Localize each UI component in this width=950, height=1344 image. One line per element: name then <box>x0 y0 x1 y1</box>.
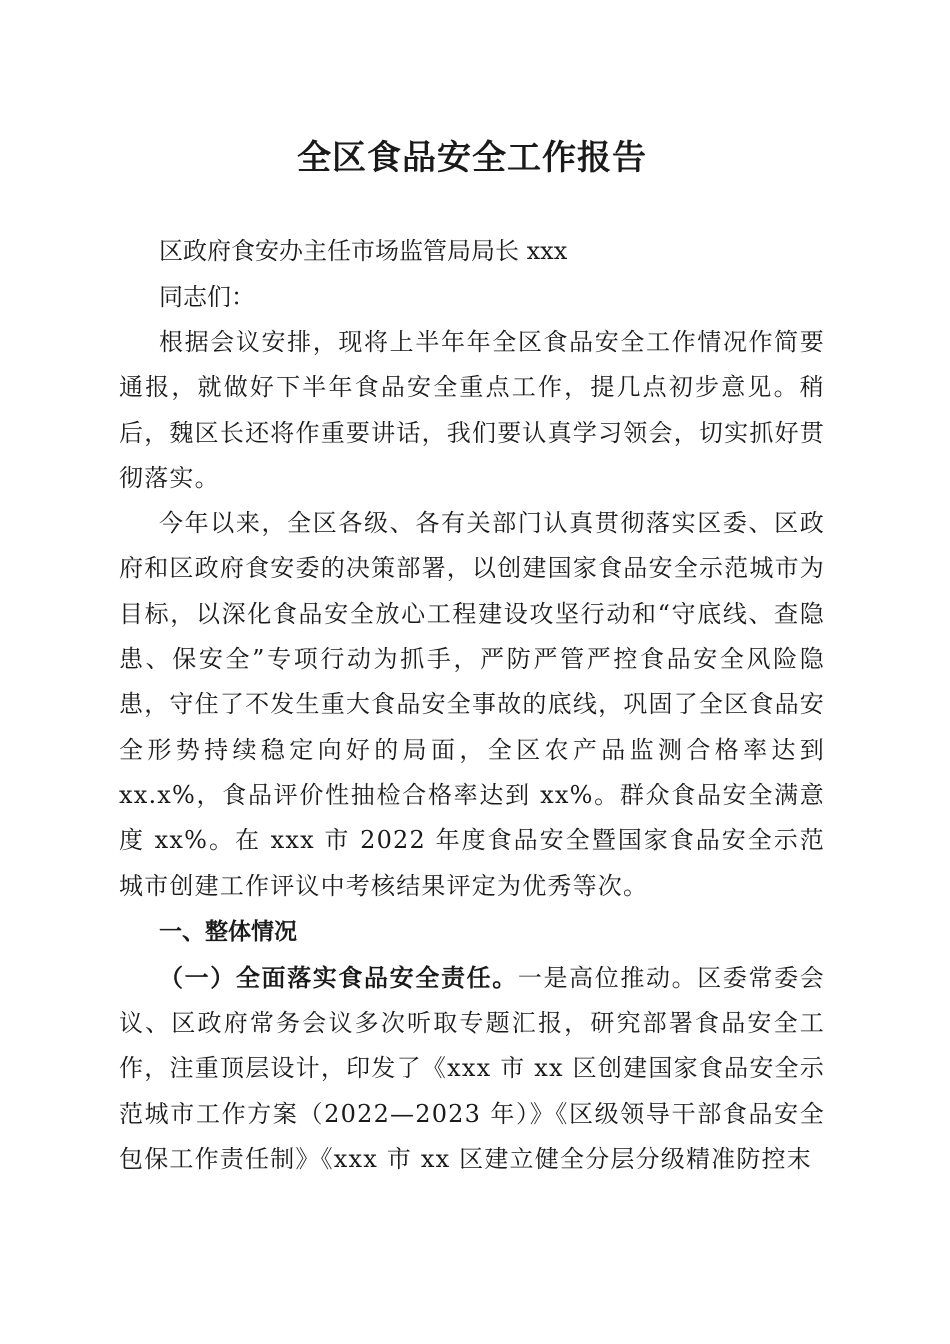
subsection-body: 一是高位推动。区委常委会议、区政府常务会议多次听取专题汇报，研究部署食品安全工作，注重顶层设计，印发了《xxx 市 xx 区创建国家食品安全示范城市工作方案（2022—2023 年）》《区级领导干部食品安全包保工作责任制》《xxx 市 xx 区建立健全分层分级精准防控末 <box>119 963 825 1174</box>
document-page <box>119 128 825 1182</box>
intro-paragraph: 根据会议安排，现将上半年年全区食品安全工作情况作简要通报，就做好下半年食品安全重点工作，提几点初步意见。稍后，魏区长还将作重要讲话，我们要认真学习领会，切实抓好贯彻落实。 <box>119 328 825 492</box>
subsection-paragraph <box>119 955 825 1182</box>
document-title: 全区食品安全工作报告 <box>297 138 647 178</box>
subsection-heading: （一）全面落实食品安全责任。 <box>159 962 518 992</box>
speaker-line: 区政府食安办主任市场监管局局长 xxx <box>159 237 568 265</box>
section-heading: 一、整体情况 <box>159 918 297 945</box>
greeting-line: 同志们： <box>159 283 255 311</box>
summary-paragraph: 今年以来，全区各级、各有关部门认真贯彻落实区委、区政府和区政府食安委的决策部署，以创建国家食品安全示范城市为目标，以深化食品安全放心工程建设攻坚行动和“守底线、查隐患、保安全”专项行动为抓手，严防严管严控食品安全风险隐患，守住了不发生重大食品安全事故的底线，巩固了全区食品安全形势持续稳定向好的局面，全区农产品监测合格率达到 xx.x%，食品评价性抽检合格率达到 xx%。群众食品安全满意度 xx%。在 xxx 市 2022 年度食品安全暨国家食品安全示范城市创建工作评议中考核结果评定为优秀等次。 <box>119 509 825 900</box>
